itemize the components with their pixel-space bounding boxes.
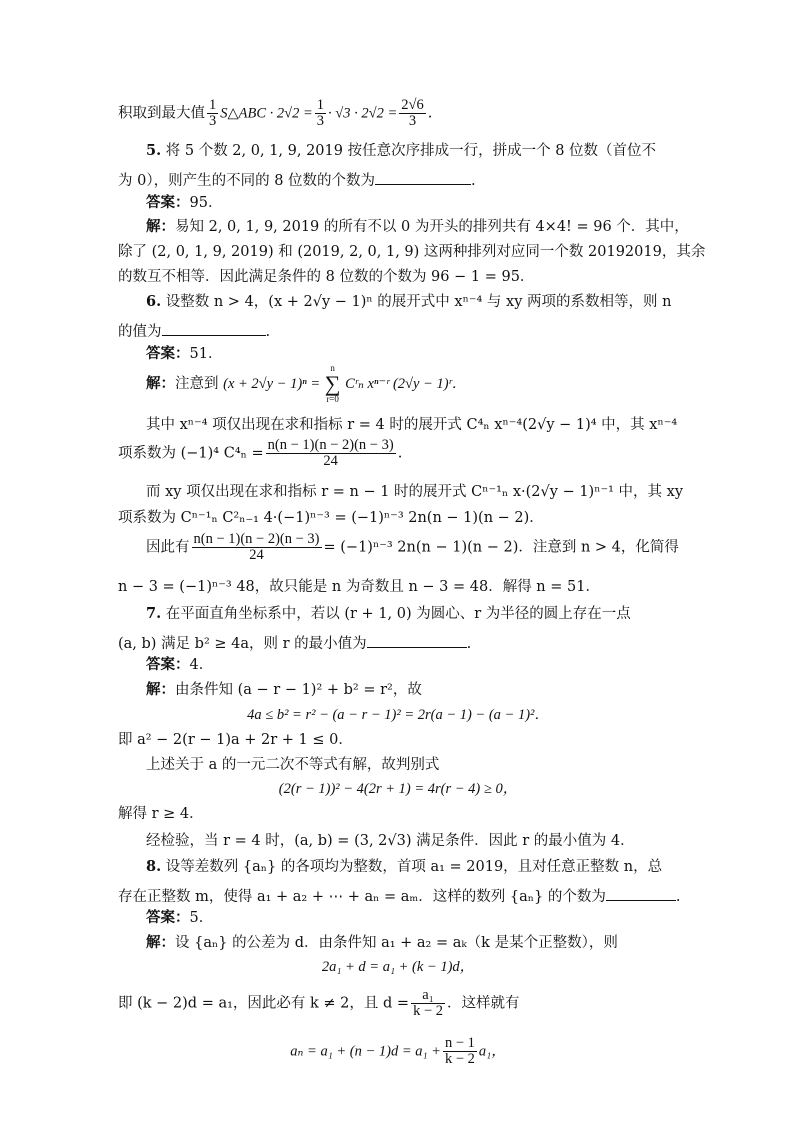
fraction: $\frac{n(n - 1)(n - 2)(n - 3)}{24}$ (267, 437, 394, 470)
solution-label: 解： (146, 681, 175, 698)
text: n − 3 = (−1)ⁿ⁻³ 48，故只能是 n 为奇数且 n − 3 = 48．解得 n = 51． (118, 579, 600, 595)
text: = (−1)ⁿ⁻³ 2n(n − 1)(n − 2)．注意到 n > 4，化简得 (323, 539, 679, 556)
text: 设整数 n > 4，(x + 2√y − 1)ⁿ 的展开式中 xⁿ⁻⁴ 与 xy 两项的系数相等，则 n (165, 294, 672, 310)
solution-label: 解： (146, 218, 175, 235)
text: 经检验，当 r = 4 时，(a, b) = (3, 2√3) 满足条件．因此 r 的最小值为 4． (146, 833, 635, 849)
solution-8-line4 (118, 1036, 678, 1067)
fraction: $\frac{n - 1}{k - 2}$ (444, 1035, 475, 1068)
solution-7-line3 (118, 733, 353, 748)
text: 因此有 (146, 539, 190, 556)
solution-7-line7 (146, 834, 635, 849)
question-number: 8. (146, 858, 162, 875)
text: 的数互不相等．因此满足条件的 8 位数的个数为 96 − 1 = 95． (118, 269, 535, 285)
text: 在平面直角坐标系中，若以 (r + 1, 0) 为圆心、r 为半径的圆上存在一点 (165, 606, 631, 622)
text: 存在正整数 m，使得 a₁ + a₂ + ⋯ + aₙ = aₘ．这样的数列 {aₙ} 的个数为 (118, 889, 606, 905)
solution-6-line3 (118, 438, 402, 469)
solution-8-line1 (146, 936, 618, 951)
math-expr: (2(r − 1))² − 4(2r + 1) = 4r(r − 4) ≥ 0， (278, 781, 518, 797)
math-expr: 4a ≤ b² = r² − (a − r − 1)² = 2r(a − 1) − (a − 1)²． (247, 707, 549, 723)
answer-7 (146, 658, 213, 673)
solution-5-line2 (118, 245, 705, 260)
question-number: 5. (146, 142, 162, 159)
question-8-line1 (146, 860, 662, 875)
answer-blank (367, 633, 467, 648)
solution-6-line6 (146, 532, 679, 563)
text: 上述关于 a 的一元二次不等式有解，故判别式 (146, 757, 440, 773)
text: 将 5 个数 2, 0, 1, 9, 2019 按任意次序排成一行，拼成一个 8 位数（首位不 (165, 143, 657, 159)
answer-label: 答案： (146, 656, 190, 673)
answer-value: 4． (189, 657, 214, 673)
text: . (471, 173, 476, 189)
fraction: $\frac{\text{a₁}}{k - 2}$ (413, 987, 443, 1020)
answer-blank (375, 170, 471, 185)
math-expr: a₁， (478, 1043, 506, 1060)
solution-5-line3 (118, 270, 534, 285)
text: 的值为 (118, 324, 162, 340)
text: . (427, 105, 433, 122)
solution-5-line1 (146, 220, 689, 235)
text: 解得 r ≥ 4． (118, 806, 204, 822)
math-expr: aₙ = a₁ + (n − 1)d = a₁ + (290, 1043, 441, 1060)
text: ．这样就有 (447, 995, 520, 1012)
text: . (397, 445, 403, 462)
answer-blank (606, 886, 676, 901)
answer-5 (146, 196, 222, 211)
text: . (675, 889, 681, 905)
question-6-line2 (118, 321, 270, 340)
text: 项系数为 (−1)⁴ C⁴ₙ = (118, 445, 264, 462)
text: 而 xy 项仅出现在求和指标 r = n − 1 时的展开式 Cⁿ⁻¹ₙ x·(2√y − 1)ⁿ⁻¹ 中，其 xy (146, 484, 684, 500)
solution-8-line3 (118, 988, 520, 1019)
question-7-line1 (146, 607, 631, 622)
fraction: $\frac{2√6}{3}$ (401, 97, 424, 130)
text: 即 (k − 2)d = a₁，因此必有 k ≠ 2，且 d = (118, 995, 410, 1012)
math-expr: Cʳₙ xⁿ⁻ʳ (2√y − 1)ʳ． (345, 376, 467, 392)
solution-label: 解： (146, 934, 175, 951)
answer-6 (146, 347, 222, 362)
question-number: 7. (146, 605, 162, 622)
answer-label: 答案： (146, 194, 190, 211)
question-7-line2 (118, 633, 471, 652)
solution-label: 解： (146, 375, 175, 392)
question-5-line2 (118, 170, 476, 189)
math-expr: (x + 2√y − 1)ⁿ = (223, 376, 321, 392)
question-6-line1 (146, 295, 671, 310)
solution-6-line5 (118, 511, 544, 526)
answer-8 (146, 911, 213, 926)
text: 设等差数列 {aₙ} 的各项均为整数，首项 a₁ = 2019，且对任意正整数 n，总 (165, 859, 663, 875)
fraction: $\frac{1}{3}$ (316, 97, 325, 130)
text: 积取到最大值 (118, 105, 205, 122)
line-max-value (118, 98, 432, 129)
text: . (265, 324, 271, 340)
answer-value: 5． (189, 910, 214, 926)
answer-label: 答案： (146, 345, 190, 362)
text: 设 {aₙ} 的公差为 d．由条件知 a₁ + a₂ = aₖ（k 是某个正整数），则 (175, 935, 618, 951)
answer-label: 答案： (146, 909, 190, 926)
question-number: 6. (146, 293, 162, 310)
solution-7-line2 (118, 708, 678, 723)
fraction: $\frac{1}{3}$ (209, 97, 217, 130)
summation: n ∑ r=0 (324, 363, 341, 404)
text: 除了 (2, 0, 1, 9, 2019) 和 (2019, 2, 0, 1, 9) 这两种排列对应同一个数 20192019，其余 (118, 244, 706, 260)
question-8-line2 (118, 886, 681, 905)
solution-8-line2 (118, 960, 678, 975)
question-5-line1 (146, 144, 656, 159)
text: (a, b) 满足 b² ≥ 4a，则 r 的最小值为 (118, 636, 367, 652)
solution-6-line7 (118, 580, 600, 595)
math-expr: S△ABC · 2√2 = (220, 105, 313, 122)
solution-6-line1 (146, 364, 466, 404)
solution-7-line4 (146, 758, 439, 773)
solution-7-line5 (118, 782, 678, 797)
math-expr: · √3 · 2√2 = (328, 105, 398, 122)
answer-value: 95． (189, 195, 223, 211)
fraction: $\frac{n(n - 1)(n - 2)(n - 3)}{24}$ (193, 531, 320, 564)
text: 即 a² − 2(r − 1)a + 2r + 1 ≤ 0． (118, 732, 353, 748)
solution-6-line2 (146, 418, 677, 433)
answer-value: 51． (189, 346, 223, 362)
text: 其中 xⁿ⁻⁴ 项仅出现在求和指标 r = 4 时的展开式 C⁴ₙ xⁿ⁻⁴(2√y − 1)⁴ 中，其 xⁿ⁻⁴ (146, 417, 678, 433)
solution-7-line1 (146, 683, 422, 698)
text: 为 0），则产生的不同的 8 位数的个数为 (118, 173, 376, 189)
text: . (466, 636, 472, 652)
solution-7-line6 (118, 807, 204, 822)
text: 易知 2, 0, 1, 9, 2019 的所有不以 0 为开头的排列共有 4×4! = 96 个．其中， (175, 219, 689, 235)
text: 项系数为 Cⁿ⁻¹ₙ C²ₙ₋₁ 4·(−1)ⁿ⁻³ = (−1)ⁿ⁻³ 2n(n − 1)(n − 2)． (118, 510, 544, 526)
answer-blank (162, 321, 266, 336)
text: 注意到 (175, 376, 219, 392)
math-expr: 2a₁ + d = a₁ + (k − 1)d， (321, 959, 475, 975)
solution-6-line4 (146, 485, 683, 500)
text: 由条件知 (a − r − 1)² + b² = r²，故 (175, 682, 422, 698)
